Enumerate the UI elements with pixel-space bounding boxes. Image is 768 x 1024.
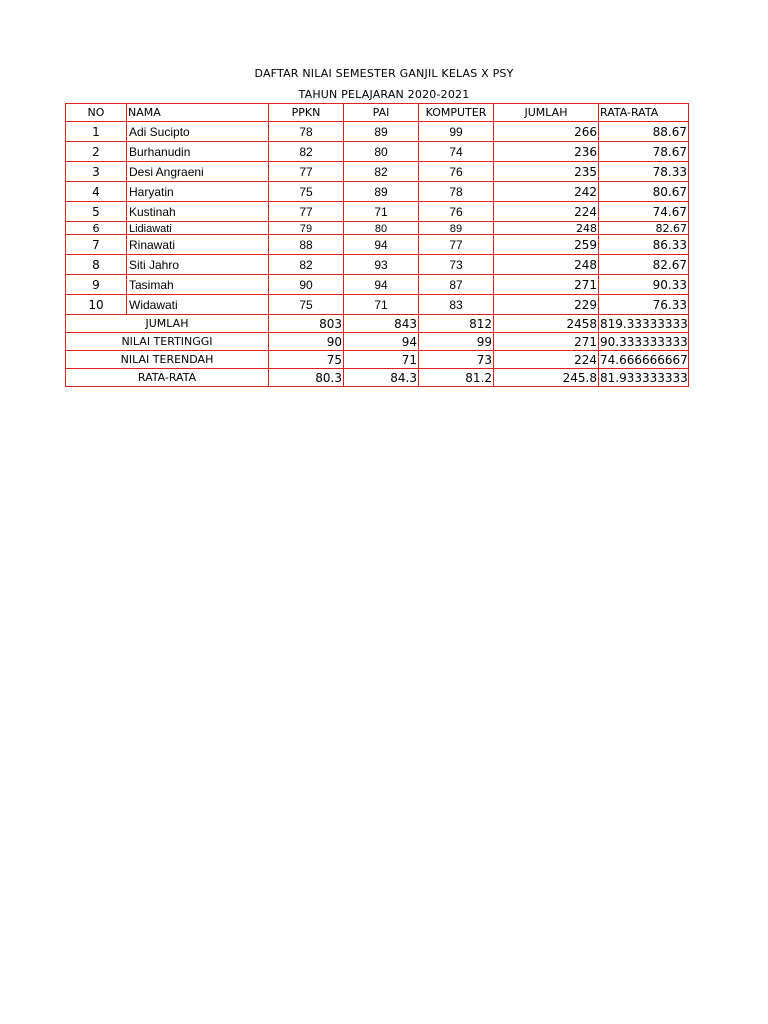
table-row <box>66 275 689 295</box>
header-row <box>66 104 689 122</box>
header-ppkn: PPKN <box>269 104 344 122</box>
summary-ppkn: 803 <box>269 315 344 333</box>
summary-ppkn: 75 <box>269 351 344 369</box>
row-nama: Burhanudin <box>127 142 269 162</box>
row-pai: 71 <box>344 295 419 315</box>
table-row <box>66 222 689 235</box>
summary-row <box>66 351 689 369</box>
summary-pai: 84.3 <box>344 369 419 387</box>
row-rata-rata: 90.33 <box>599 275 689 295</box>
row-komputer: 78 <box>419 182 494 202</box>
summary-rata-rata: 90.333333333 <box>600 334 688 349</box>
header-jumlah: JUMLAH <box>494 104 599 122</box>
row-pai: 71 <box>344 202 419 222</box>
summary-ppkn: 80.3 <box>269 369 344 387</box>
summary-jumlah: 224 <box>494 351 599 369</box>
row-ppkn: 75 <box>269 295 344 315</box>
row-komputer: 99 <box>419 122 494 142</box>
row-ppkn: 77 <box>269 202 344 222</box>
grades-table <box>65 103 689 387</box>
row-nama: Adi Sucipto <box>127 122 269 142</box>
row-jumlah: 271 <box>494 275 599 295</box>
row-komputer: 74 <box>419 142 494 162</box>
row-komputer: 89 <box>419 222 494 235</box>
row-ppkn: 90 <box>269 275 344 295</box>
table-row <box>66 142 689 162</box>
summary-pai: 94 <box>344 333 419 351</box>
row-nama: Widawati <box>127 295 269 315</box>
row-komputer: 76 <box>419 162 494 182</box>
row-no: 6 <box>66 222 127 235</box>
header-rata-rata: RATA-RATA <box>599 104 689 122</box>
summary-row <box>66 369 689 387</box>
row-ppkn: 79 <box>269 222 344 235</box>
row-ppkn: 75 <box>269 182 344 202</box>
row-rata-rata: 86.33 <box>599 235 689 255</box>
row-jumlah: 236 <box>494 142 599 162</box>
row-no: 9 <box>66 275 127 295</box>
row-pai: 89 <box>344 182 419 202</box>
summary-jumlah: 271 <box>494 333 599 351</box>
table-row <box>66 202 689 222</box>
row-ppkn: 82 <box>269 142 344 162</box>
row-no: 10 <box>66 295 127 315</box>
document-subtitle: TAHUN PELAJARAN 2020-2021 <box>298 88 470 101</box>
summary-jumlah: 2458 <box>494 315 599 333</box>
table-row <box>66 235 689 255</box>
summary-ppkn: 90 <box>269 333 344 351</box>
row-no: 7 <box>66 235 127 255</box>
table-row <box>66 122 689 142</box>
header-no: NO <box>66 104 127 122</box>
row-jumlah: 248 <box>494 255 599 275</box>
header-pai: PAI <box>344 104 419 122</box>
row-pai: 89 <box>344 122 419 142</box>
row-nama: Haryatin <box>127 182 269 202</box>
row-no: 8 <box>66 255 127 275</box>
row-nama: Desi Angraeni <box>127 162 269 182</box>
summary-rata-rata: 81.933333333 <box>600 370 688 385</box>
row-nama: Kustinah <box>127 202 269 222</box>
row-pai: 80 <box>344 142 419 162</box>
summary-rata-rata: 819.33333333 <box>600 316 688 331</box>
summary-komputer: 99 <box>419 333 494 351</box>
row-jumlah: 235 <box>494 162 599 182</box>
row-rata-rata: 78.67 <box>599 142 689 162</box>
row-pai: 82 <box>344 162 419 182</box>
row-rata-rata: 82.67 <box>599 222 689 235</box>
table-row <box>66 162 689 182</box>
table-row <box>66 295 689 315</box>
summary-komputer: 73 <box>419 351 494 369</box>
document-title: DAFTAR NILAI SEMESTER GANJIL KELAS X PSY <box>254 67 514 80</box>
summary-label: NILAI TERENDAH <box>66 351 269 369</box>
row-komputer: 83 <box>419 295 494 315</box>
row-ppkn: 88 <box>269 235 344 255</box>
row-jumlah: 229 <box>494 295 599 315</box>
row-jumlah: 224 <box>494 202 599 222</box>
summary-label: NILAI TERTINGGI <box>66 333 269 351</box>
row-no: 1 <box>66 122 127 142</box>
row-pai: 94 <box>344 235 419 255</box>
row-komputer: 76 <box>419 202 494 222</box>
row-komputer: 73 <box>419 255 494 275</box>
row-komputer: 77 <box>419 235 494 255</box>
row-jumlah: 242 <box>494 182 599 202</box>
summary-rata-rata: 74.666666667 <box>600 352 688 367</box>
row-rata-rata: 82.67 <box>599 255 689 275</box>
row-rata-rata: 80.67 <box>599 182 689 202</box>
row-nama: Rinawati <box>127 235 269 255</box>
row-nama: Lidiawati <box>127 222 269 235</box>
row-komputer: 87 <box>419 275 494 295</box>
summary-pai: 71 <box>344 351 419 369</box>
row-jumlah: 266 <box>494 122 599 142</box>
summary-komputer: 812 <box>419 315 494 333</box>
summary-row <box>66 333 689 351</box>
row-rata-rata: 74.67 <box>599 202 689 222</box>
summary-label: RATA-RATA <box>66 369 269 387</box>
row-nama: Tasimah <box>127 275 269 295</box>
row-pai: 93 <box>344 255 419 275</box>
row-no: 3 <box>66 162 127 182</box>
row-rata-rata: 88.67 <box>599 122 689 142</box>
summary-jumlah: 245.8 <box>494 369 599 387</box>
summary-komputer: 81.2 <box>419 369 494 387</box>
row-nama: Siti Jahro <box>127 255 269 275</box>
table-row <box>66 255 689 275</box>
row-no: 2 <box>66 142 127 162</box>
row-jumlah: 248 <box>494 222 599 235</box>
summary-pai: 843 <box>344 315 419 333</box>
summary-row <box>66 315 689 333</box>
row-no: 4 <box>66 182 127 202</box>
row-rata-rata: 76.33 <box>599 295 689 315</box>
row-ppkn: 82 <box>269 255 344 275</box>
header-nama: NAMA <box>127 104 269 122</box>
header-komputer: KOMPUTER <box>419 104 494 122</box>
summary-label: JUMLAH <box>66 315 269 333</box>
row-rata-rata: 78.33 <box>599 162 689 182</box>
row-ppkn: 77 <box>269 162 344 182</box>
row-jumlah: 259 <box>494 235 599 255</box>
row-pai: 94 <box>344 275 419 295</box>
row-ppkn: 78 <box>269 122 344 142</box>
table-row <box>66 182 689 202</box>
row-no: 5 <box>66 202 127 222</box>
row-pai: 80 <box>344 222 419 235</box>
